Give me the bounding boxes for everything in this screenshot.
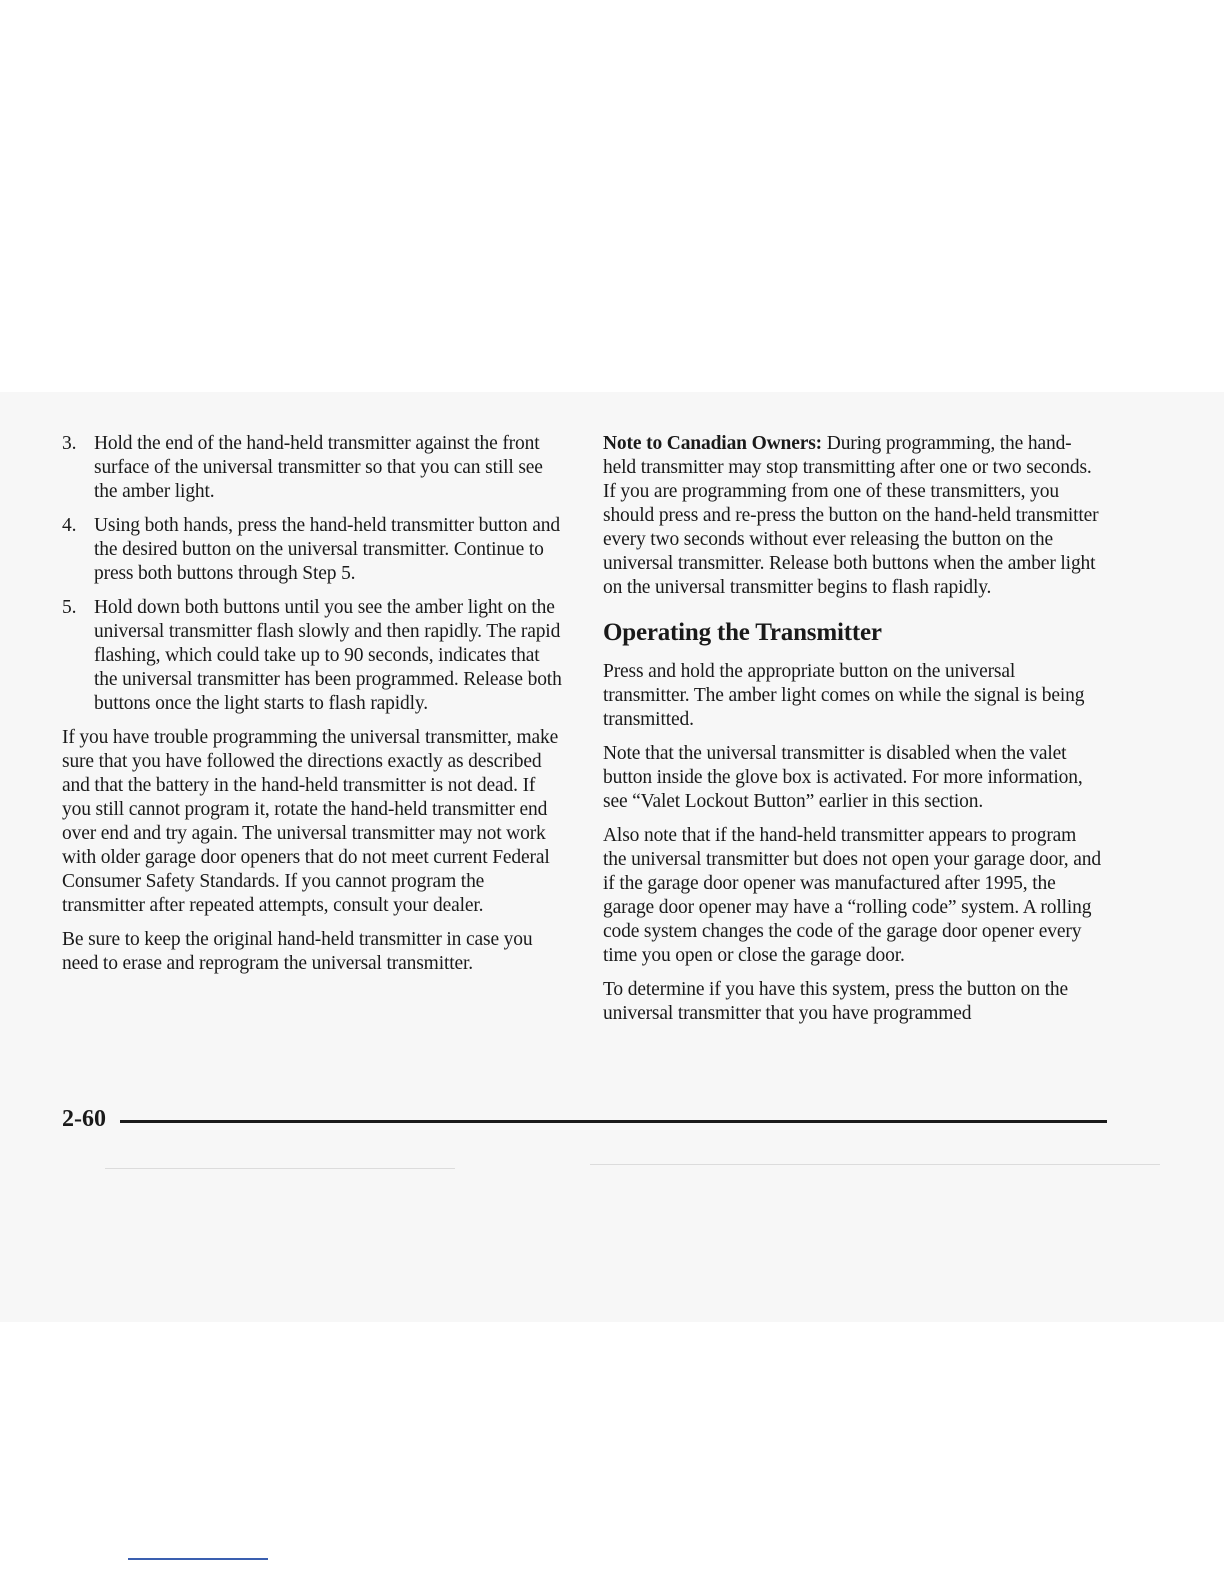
canadian-owners-note (603, 432, 1103, 600)
step-number: 5. (62, 597, 77, 618)
page-footer (62, 1104, 1107, 1134)
rolling-code-paragraph: Also note that if the hand-held transmitter appears to program the universal transmitter but does not open your garage door, and if the garage door opener was manufactured after 1995, the garage door opener may have a “rolling code” system. A rolling code system changes the code of the garage door opener every time you open or close the garage door. (603, 825, 1101, 966)
faint-scan-line-left (105, 1168, 455, 1169)
troubleshooting-paragraph: If you have trouble programming the universal transmitter, make sure that you have followed the directions exactly as described and that the battery in the hand-held transmitter is not dead. If you still cannot program it, rotate the hand-held transmitter end over end and try again. The universal transmitter may not work with older garage door openers that do not meet current Federal Consumer Safety Standards. If you cannot program the transmitter after repeated attempts, consult your dealer. (62, 727, 559, 916)
step-text: Hold the end of the hand-held transmitter against the front surface of the universal transmitter so that you can still see the amber light. (94, 433, 543, 502)
section-heading: Operating the Transmitter (603, 619, 882, 646)
step-number: 4. (62, 515, 77, 536)
right-column (603, 432, 1103, 1036)
determine-system-paragraph: To determine if you have this system, press the button on the universal transmitter that you have programmed (603, 979, 1068, 1024)
bottom-accent-line (128, 1558, 268, 1560)
step-item (62, 514, 564, 586)
left-column (62, 432, 564, 986)
step-item (62, 432, 564, 504)
step-item (62, 596, 564, 716)
valet-note-paragraph: Note that the universal transmitter is disabled when the valet button inside the glove box is activated. For more information, see “Valet Lockout Button” earlier in this section. (603, 743, 1083, 812)
step-number: 3. (62, 433, 77, 454)
footer-rule (120, 1120, 1107, 1123)
step-text: Using both hands, press the hand-held transmitter button and the desired button on the universal transmitter. Continue to press both buttons through Step 5. (94, 515, 560, 584)
page-number: 2-60 (62, 1106, 106, 1132)
keep-original-paragraph: Be sure to keep the original hand-held transmitter in case you need to erase and reprogram the universal transmitter. (62, 929, 533, 974)
note-label: Note to Canadian Owners: (603, 433, 823, 454)
operating-paragraph: Press and hold the appropriate button on the universal transmitter. The amber light comes on while the signal is being transmitted. (603, 661, 1085, 730)
step-text: Hold down both buttons until you see the amber light on the universal transmitter flash slowly and then rapidly. The rapid flashing, which could take up to 90 seconds, indicates that the universal transmitter has been programmed. Release both buttons once the light starts to flash rapidly. (94, 597, 562, 714)
note-text: During programming, the hand-held transmitter may stop transmitting after one or two seconds. If you are programming from one of these transmitters, you should press and re-press the button on the hand-held transmitter every two seconds without ever releasing the button on the universal transmitter. Release both buttons when the amber light on the universal transmitter begins to flash rapidly. (603, 433, 1099, 598)
faint-scan-line-right (590, 1164, 1160, 1165)
programming-steps-list (62, 432, 564, 716)
